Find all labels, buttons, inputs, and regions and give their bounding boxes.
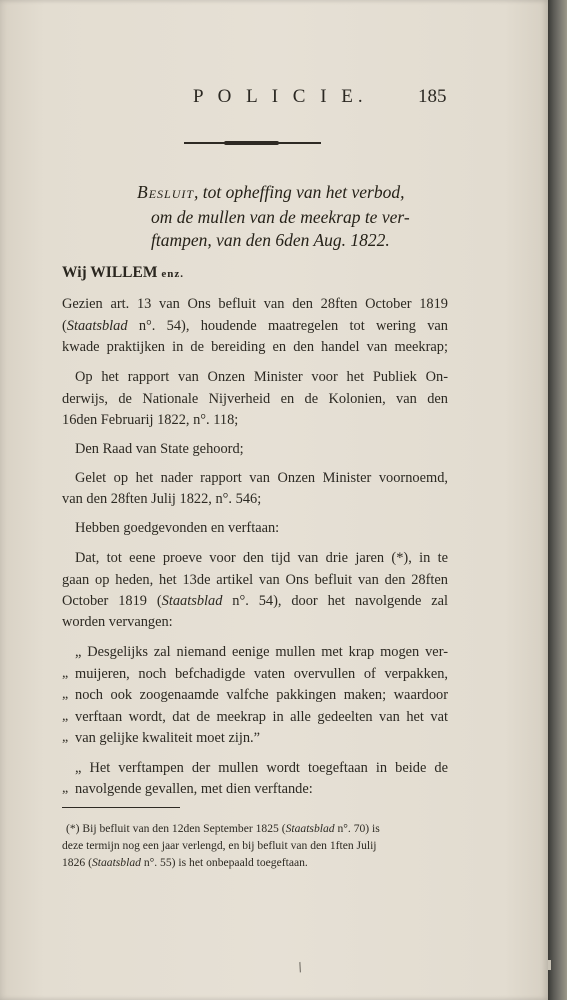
p6-line-3: October 1819 (Staatsblad n°. 54), door het navolgende zal [62,593,448,609]
p1-line-1: Gezien art. 13 van Ons befluit van den 28ften October 1819 [62,296,448,312]
footnote-line-3: 1826 (Staatsblad n°. 55) is het onbepaald toegeftaan. [62,856,308,869]
quote1-line-3: noch ook zoogenaamde valfche pakkingen maken; waardoor [75,687,448,703]
quote2-line-2: navolgende gevallen, met dien verftande: [75,781,313,797]
book-spine-edge [548,0,567,1000]
p2-line-2: derwijs, de Nationale Nijverheid en de Kolonien, van den [62,391,448,407]
page-number: 185 [418,86,447,107]
footnote-line-1: (*) Bij befluit van den 12den September 1825 (Staatsblad n°. 70) is [66,822,380,835]
opening-formula: Wij WILLEM enz. [62,264,184,281]
p4-line-1: Gelet op het nader rapport van Onzen Minister voornoemd, [75,470,448,486]
quote1-line-4: verftaan wordt, dat de meekrap in alle gedeelten van het vat [75,709,448,725]
ornamental-rule [184,142,321,144]
quote1-line-2: muijeren, noch befchadigde vaten overvullen of verpakken, [75,666,448,682]
edge-tick [548,960,551,970]
quote-mark: „ [62,781,69,796]
quote-mark: „ [62,687,69,702]
p1-line-3: kwade praktijken in de bereiding en den handel van meekrap; [62,339,448,355]
p5-line-1: Hebben goedgevonden en verftaan: [75,520,280,536]
footnote-rule [62,807,180,808]
p6-line-1: Dat, tot eene proeve voor den tijd van drie jaren (*), in te [75,550,448,566]
printer-mark: / [295,959,305,975]
footnote-line-2: deze termijn nog een jaar verlengd, en bij befluit van den 1ften Julij [62,839,377,852]
p4-line-2: van den 28ften Julij 1822, n°. 546; [62,491,262,507]
decree-title-line-2: om de mullen van de meekrap te ver- [151,207,410,227]
p2-line-1: Op het rapport van Onzen Minister voor het Publiek On- [75,369,448,385]
quote2-line-1: „ Het verftampen der mullen wordt toegeftaan in beide de [75,760,448,776]
decree-title-lead: Besluit [137,182,195,202]
quote1-line-5: van gelijke kwaliteit moet zijn.” [75,730,261,746]
p1-line-2: (Staatsblad n°. 54), houdende maatregelen tot wering van [62,318,448,334]
decree-title-line-3: ftampen, van den 6den Aug. 1822. [151,230,390,250]
p2-line-3: 16den Februarij 1822, n°. 118; [62,412,239,428]
p3-line-1: Den Raad van State gehoord; [75,441,244,457]
quote1-line-1: „ Desgelijks zal niemand eenige mullen met krap mogen ver- [75,644,448,660]
decree-title-line-1: Besluit, tot opheffing van het verbod, [137,182,405,202]
p6-line-4: worden vervangen: [62,614,173,630]
quote-mark: „ [62,730,69,745]
p6-line-2: gaan op heden, het 13de artikel van Ons befluit van den 28ften [62,572,448,588]
quote-mark: „ [62,709,69,724]
running-title: P O L I C I E. [193,86,368,107]
quote-mark: „ [62,666,69,681]
